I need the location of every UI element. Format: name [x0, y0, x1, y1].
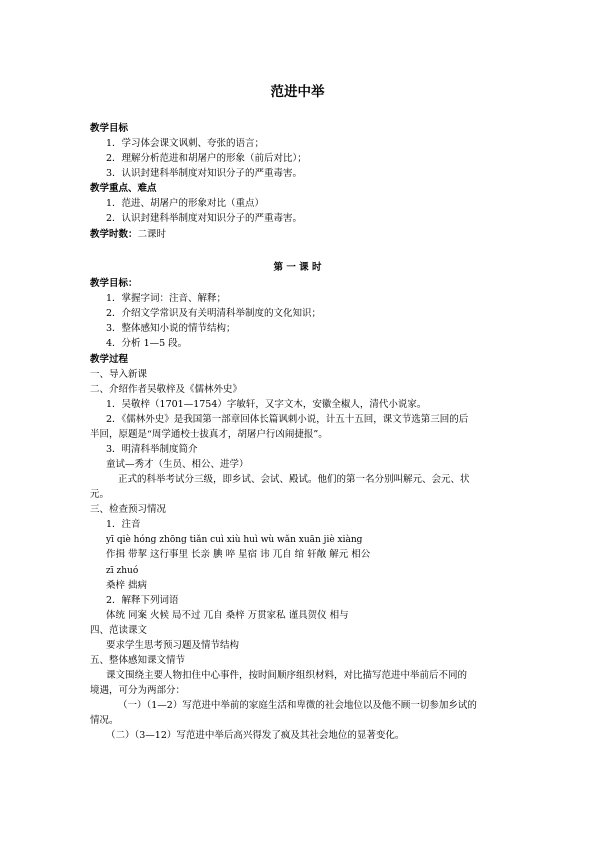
process-line: 三、检查预习情况: [90, 504, 167, 515]
teaching-hours-label: 教学时数：: [90, 229, 138, 240]
process-line: 桑梓 拙病: [106, 580, 148, 591]
process-line: （二）（3—12）写范进中举后高兴得发了疯及其社会地位的显著变化。: [106, 730, 405, 741]
lesson-goal-item: 1．掌握字词：注音、解释；: [106, 293, 227, 304]
process-line: 1．注音: [106, 519, 141, 530]
document-title: 范进中举: [270, 84, 325, 100]
goal-item: 3．认识封建科举制度对知识分子的严重毒害。: [106, 168, 303, 179]
process-line: 二、介绍作者吴敬梓及《儒林外史》: [90, 384, 243, 395]
process-line: 元。: [90, 489, 110, 500]
process-line: 正式的科举考试分三级，即乡试、会试、殿试。他们的第一名分别叫解元、会元、状: [118, 474, 470, 485]
keypoint-item: 1．范进、胡屠户的形象对比（重点）: [106, 198, 265, 209]
goal-item: 1．学习体会课文讽刺、夸张的语言；: [106, 138, 265, 149]
lesson-goal-item: 4．分析 1—5 段。: [106, 338, 188, 349]
process-line: 体统 同案 火候 局不过 兀自 桑梓 万贯家私 谨具贺仪 相与: [106, 610, 349, 621]
process-line: 境遇，可分为两部分：: [90, 685, 186, 696]
process-line: 五、整体感知课文情节: [90, 655, 186, 666]
pinyin-line: yī qiè hóng zhōng tiǎn cuì xiù huì wù wǎn xuān jiè xiàng: [106, 535, 363, 545]
process-line: 3．明清科举制度简介: [106, 444, 198, 455]
process-line: 2．解释下列词语: [106, 595, 179, 606]
section-heading-keypoints: 教学重点、难点: [90, 183, 157, 194]
keypoint-item: 2．认识封建科举制度对知识分子的严重毒害。: [106, 213, 303, 224]
section-heading-goals: 教学目标: [90, 123, 129, 134]
teaching-hours-value: 二课时: [137, 229, 167, 240]
goal-item: 2．理解分析范进和胡屠户的形象（前后对比）；: [106, 153, 307, 164]
process-line: 课文围绕主要人物扣住中心事件，按时间顺序组织材料，对比描写范进中举前后不同的: [106, 670, 468, 681]
process-line: 一、导入新课: [90, 369, 148, 380]
process-line: 半回，原题是“周学通校士拔真才，胡屠户行凶闹捷报”。: [90, 429, 328, 440]
lesson-goal-item: 2．介绍文学常识及有关明清科举制度的文化知识；: [106, 308, 322, 319]
process-line: 要求学生思考预习题及情节结构: [106, 640, 240, 651]
process-line: 四、范读课文: [90, 625, 148, 636]
pinyin-line: zī zhuó: [106, 566, 139, 576]
process-heading: 教学过程: [90, 354, 129, 365]
process-line: 作揖 带挈 这行事里 长亲 腆 啐 星宿 讳 兀自 绾 轩敞 解元 相公: [106, 549, 371, 560]
lesson-goals-heading: 教学目标：: [90, 278, 138, 289]
lesson-heading: 第 一 课 时: [273, 262, 322, 273]
process-line: 1．吴敬梓（1701—1754）字敏轩，又字文木，安徽全椒人，清代小说家。: [106, 399, 427, 410]
process-line: 童试—秀才（生员、相公、进学）: [106, 459, 249, 470]
teaching-hours: [90, 229, 166, 241]
lesson-goal-item: 3．整体感知小说的情节结构；: [106, 323, 236, 334]
process-line: （一）（1—2）写范进中举前的家庭生活和卑微的社会地位以及他不顾一切参加乡试的: [118, 700, 477, 711]
process-line: 2．《儒林外史》是我国第一部章回体长篇讽刺小说，计五十五回，课文节选第三回的后: [106, 414, 469, 425]
process-line: 情况。: [90, 715, 119, 726]
